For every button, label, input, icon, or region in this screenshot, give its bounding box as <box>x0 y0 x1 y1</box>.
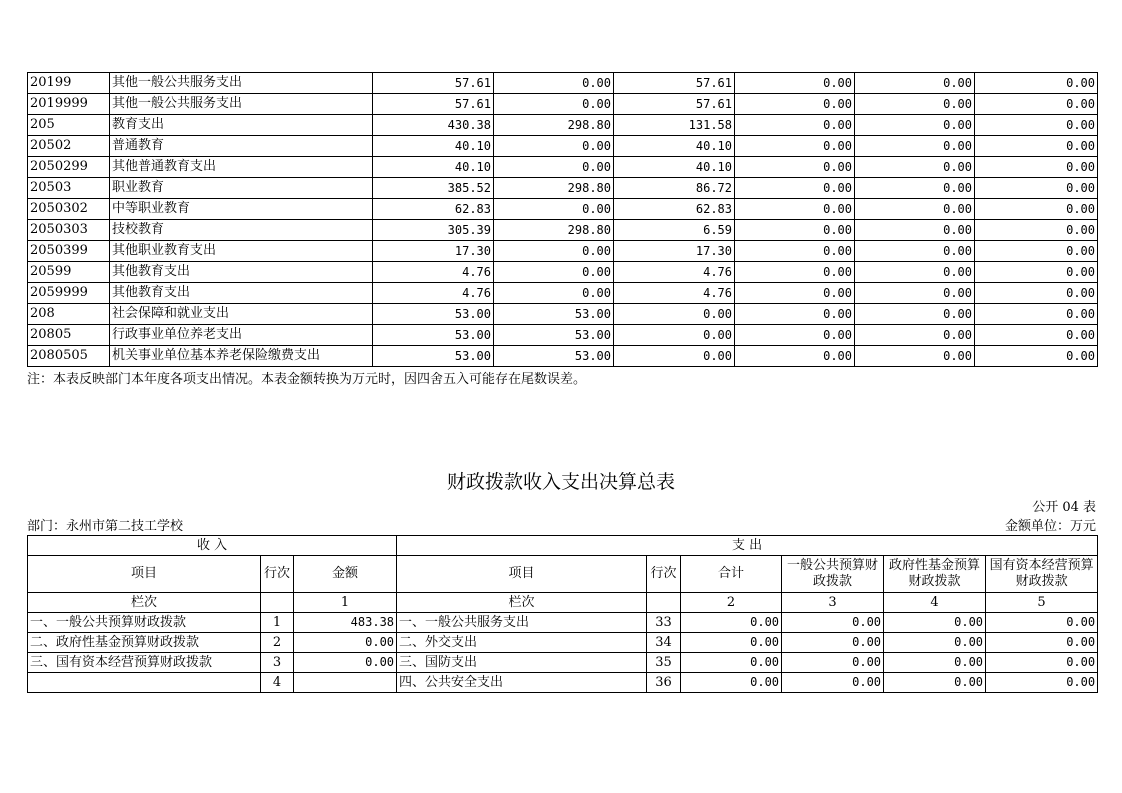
name-cell: 其他一般公共服务支出 <box>110 73 373 94</box>
amount-cell: 0.00 <box>614 346 735 367</box>
amount-cell: 0.00 <box>855 262 975 283</box>
name-cell: 中等职业教育 <box>110 199 373 220</box>
amount-cell: 0.00 <box>855 94 975 115</box>
column-number: 3 <box>782 593 884 613</box>
code-cell: 20805 <box>28 325 110 346</box>
amount-cell: 0.00 <box>855 115 975 136</box>
table-row <box>28 241 1098 262</box>
amount-cell: 0.00 <box>975 220 1098 241</box>
income-item-cell: 三、国有资本经营预算财政拨款 <box>28 653 261 673</box>
income-line-header: 行次 <box>261 556 294 593</box>
amount-cell: 0.00 <box>494 262 614 283</box>
amount-cell: 0.00 <box>855 325 975 346</box>
table-row <box>28 178 1098 199</box>
expense-line-cell: 34 <box>647 633 681 653</box>
table-row <box>28 262 1098 283</box>
expense-item-cell: 三、国防支出 <box>397 653 647 673</box>
amount-cell: 0.00 <box>494 136 614 157</box>
amount-cell: 0.00 <box>975 157 1098 178</box>
amount-cell: 0.00 <box>975 94 1098 115</box>
summary-table <box>27 535 1098 693</box>
empty-cell <box>647 593 681 613</box>
expense-item-cell: 二、外交支出 <box>397 633 647 653</box>
empty-cell <box>261 593 294 613</box>
amount-cell: 0.00 <box>855 199 975 220</box>
amount-cell: 0.00 <box>494 283 614 304</box>
amount-cell: 0.00 <box>735 115 855 136</box>
fund-budget-cell: 0.00 <box>884 633 986 653</box>
total-cell: 0.00 <box>681 613 782 633</box>
department-label: 部门：永州市第二技工学校 <box>27 519 184 534</box>
amount-cell: 53.00 <box>373 346 494 367</box>
table-row <box>28 325 1098 346</box>
expense-item-header: 项目 <box>397 556 647 593</box>
amount-cell: 53.00 <box>494 346 614 367</box>
amount-cell: 0.00 <box>975 73 1098 94</box>
expense-item-cell: 一、一般公共服务支出 <box>397 613 647 633</box>
amount-cell: 0.00 <box>735 157 855 178</box>
amount-cell: 0.00 <box>735 94 855 115</box>
code-cell: 2050303 <box>28 220 110 241</box>
expense-line-cell: 35 <box>647 653 681 673</box>
amount-cell: 57.61 <box>614 94 735 115</box>
expenditure-detail-table <box>27 72 1098 367</box>
name-cell: 职业教育 <box>110 178 373 199</box>
code-cell: 205 <box>28 115 110 136</box>
table-row <box>28 220 1098 241</box>
amount-cell: 0.00 <box>735 262 855 283</box>
amount-cell: 53.00 <box>373 304 494 325</box>
amount-cell: 0.00 <box>975 241 1098 262</box>
amount-cell: 0.00 <box>735 199 855 220</box>
detail-table-body <box>28 73 1098 367</box>
amount-cell: 40.10 <box>373 157 494 178</box>
fund-budget-header: 政府性基金预算财政拨款 <box>884 556 986 593</box>
name-cell: 行政事业单位养老支出 <box>110 325 373 346</box>
page-title: 财政拨款收入支出决算总表 <box>446 471 675 493</box>
income-amount-cell: 483.38 <box>294 613 397 633</box>
table-row <box>28 673 1098 693</box>
table-row <box>28 304 1098 325</box>
table-row <box>28 136 1098 157</box>
amount-cell: 298.80 <box>494 178 614 199</box>
state-capital-cell: 0.00 <box>986 613 1098 633</box>
name-cell: 其他一般公共服务支出 <box>110 94 373 115</box>
code-cell: 2050302 <box>28 199 110 220</box>
amount-cell: 298.80 <box>494 220 614 241</box>
amount-cell: 62.83 <box>614 199 735 220</box>
table-row <box>28 94 1098 115</box>
amount-cell: 57.61 <box>373 94 494 115</box>
amount-cell: 0.00 <box>975 304 1098 325</box>
code-cell: 2050299 <box>28 157 110 178</box>
name-cell: 社会保障和就业支出 <box>110 304 373 325</box>
expense-header: 支 出 <box>397 536 1098 556</box>
amount-cell: 4.76 <box>373 283 494 304</box>
expense-item-cell: 四、公共安全支出 <box>397 673 647 693</box>
amount-cell: 4.76 <box>614 283 735 304</box>
income-amount-cell: 0.00 <box>294 633 397 653</box>
amount-cell: 40.10 <box>373 136 494 157</box>
amount-cell: 0.00 <box>855 178 975 199</box>
name-cell: 普通教育 <box>110 136 373 157</box>
name-cell: 教育支出 <box>110 115 373 136</box>
amount-cell: 62.83 <box>373 199 494 220</box>
state-capital-cell: 0.00 <box>986 633 1098 653</box>
amount-cell: 0.00 <box>975 262 1098 283</box>
income-amount-cell <box>294 673 397 693</box>
income-line-cell: 3 <box>261 653 294 673</box>
amount-cell: 17.30 <box>614 241 735 262</box>
unit-label: 金额单位：万元 <box>1004 519 1096 534</box>
amount-cell: 0.00 <box>855 283 975 304</box>
fund-budget-cell: 0.00 <box>884 673 986 693</box>
amount-cell: 0.00 <box>735 73 855 94</box>
general-budget-cell: 0.00 <box>782 653 884 673</box>
state-capital-header: 国有资本经营预算财政拨款 <box>986 556 1098 593</box>
amount-cell: 0.00 <box>975 178 1098 199</box>
income-line-cell: 4 <box>261 673 294 693</box>
amount-cell: 53.00 <box>494 325 614 346</box>
table-note: 注：本表反映部门本年度各项支出情况。本表金额转换为万元时，因四舍五入可能存在尾数误差。 <box>27 372 587 387</box>
general-budget-cell: 0.00 <box>782 633 884 653</box>
amount-cell: 0.00 <box>975 199 1098 220</box>
amount-cell: 57.61 <box>373 73 494 94</box>
amount-cell: 0.00 <box>735 283 855 304</box>
income-item-cell: 一、一般公共预算财政拨款 <box>28 613 261 633</box>
amount-cell: 57.61 <box>614 73 735 94</box>
amount-cell: 131.58 <box>614 115 735 136</box>
table-row <box>28 613 1098 633</box>
general-budget-header: 一般公共预算财政拨款 <box>782 556 884 593</box>
total-cell: 0.00 <box>681 653 782 673</box>
table-row <box>28 73 1098 94</box>
fund-budget-cell: 0.00 <box>884 613 986 633</box>
amount-cell: 4.76 <box>614 262 735 283</box>
income-line-cell: 1 <box>261 613 294 633</box>
general-budget-cell: 0.00 <box>782 673 884 693</box>
code-cell: 20199 <box>28 73 110 94</box>
income-header: 收 入 <box>28 536 397 556</box>
fund-budget-cell: 0.00 <box>884 653 986 673</box>
amount-cell: 0.00 <box>975 136 1098 157</box>
table-row <box>28 199 1098 220</box>
state-capital-cell: 0.00 <box>986 653 1098 673</box>
code-cell: 20502 <box>28 136 110 157</box>
amount-cell: 0.00 <box>735 178 855 199</box>
amount-cell: 0.00 <box>855 157 975 178</box>
name-cell: 机关事业单位基本养老保险缴费支出 <box>110 346 373 367</box>
amount-cell: 0.00 <box>855 136 975 157</box>
amount-cell: 430.38 <box>373 115 494 136</box>
amount-cell: 0.00 <box>975 115 1098 136</box>
expense-line-cell: 36 <box>647 673 681 693</box>
table-row <box>28 346 1098 367</box>
amount-cell: 0.00 <box>975 346 1098 367</box>
table-row <box>28 157 1098 178</box>
amount-cell: 0.00 <box>494 94 614 115</box>
amount-cell: 0.00 <box>494 199 614 220</box>
column-number: 5 <box>986 593 1098 613</box>
amount-cell: 0.00 <box>494 73 614 94</box>
amount-cell: 0.00 <box>735 136 855 157</box>
total-cell: 0.00 <box>681 633 782 653</box>
code-cell: 208 <box>28 304 110 325</box>
amount-cell: 40.10 <box>614 157 735 178</box>
column-number: 4 <box>884 593 986 613</box>
amount-cell: 0.00 <box>614 304 735 325</box>
name-cell: 其他普通教育支出 <box>110 157 373 178</box>
total-cell: 0.00 <box>681 673 782 693</box>
amount-cell: 40.10 <box>614 136 735 157</box>
amount-cell: 86.72 <box>614 178 735 199</box>
amount-cell: 0.00 <box>735 220 855 241</box>
amount-cell: 385.52 <box>373 178 494 199</box>
expense-column-label: 栏次 <box>397 593 647 613</box>
amount-cell: 4.76 <box>373 262 494 283</box>
amount-cell: 0.00 <box>855 220 975 241</box>
table-row <box>28 283 1098 304</box>
code-cell: 20503 <box>28 178 110 199</box>
amount-cell: 0.00 <box>735 346 855 367</box>
amount-cell: 0.00 <box>735 325 855 346</box>
amount-cell: 305.39 <box>373 220 494 241</box>
name-cell: 技校教育 <box>110 220 373 241</box>
form-number: 公开 04 表 <box>1032 500 1096 515</box>
amount-cell: 0.00 <box>975 283 1098 304</box>
total-header: 合计 <box>681 556 782 593</box>
income-column-label: 栏次 <box>28 593 261 613</box>
code-cell: 2050399 <box>28 241 110 262</box>
amount-cell: 0.00 <box>975 325 1098 346</box>
amount-cell: 0.00 <box>855 241 975 262</box>
table-row <box>28 633 1098 653</box>
income-item-header: 项目 <box>28 556 261 593</box>
general-budget-cell: 0.00 <box>782 613 884 633</box>
income-line-cell: 2 <box>261 633 294 653</box>
code-cell: 2080505 <box>28 346 110 367</box>
column-number: 2 <box>681 593 782 613</box>
summary-table-body <box>28 613 1098 693</box>
column-number: 1 <box>294 593 397 613</box>
name-cell: 其他教育支出 <box>110 262 373 283</box>
code-cell: 2059999 <box>28 283 110 304</box>
table-row <box>28 115 1098 136</box>
amount-cell: 17.30 <box>373 241 494 262</box>
state-capital-cell: 0.00 <box>986 673 1098 693</box>
amount-cell: 0.00 <box>855 304 975 325</box>
expense-line-cell: 33 <box>647 613 681 633</box>
expense-line-header: 行次 <box>647 556 681 593</box>
table-row <box>28 653 1098 673</box>
amount-cell: 0.00 <box>735 241 855 262</box>
income-item-cell: 二、政府性基金预算财政拨款 <box>28 633 261 653</box>
amount-cell: 53.00 <box>373 325 494 346</box>
amount-cell: 0.00 <box>735 304 855 325</box>
code-cell: 2019999 <box>28 94 110 115</box>
name-cell: 其他教育支出 <box>110 283 373 304</box>
amount-cell: 0.00 <box>855 73 975 94</box>
income-amount-header: 金额 <box>294 556 397 593</box>
code-cell: 20599 <box>28 262 110 283</box>
amount-cell: 0.00 <box>494 157 614 178</box>
amount-cell: 0.00 <box>494 241 614 262</box>
income-item-cell <box>28 673 261 693</box>
amount-cell: 0.00 <box>614 325 735 346</box>
amount-cell: 0.00 <box>855 346 975 367</box>
amount-cell: 298.80 <box>494 115 614 136</box>
name-cell: 其他职业教育支出 <box>110 241 373 262</box>
amount-cell: 53.00 <box>494 304 614 325</box>
income-amount-cell: 0.00 <box>294 653 397 673</box>
amount-cell: 6.59 <box>614 220 735 241</box>
